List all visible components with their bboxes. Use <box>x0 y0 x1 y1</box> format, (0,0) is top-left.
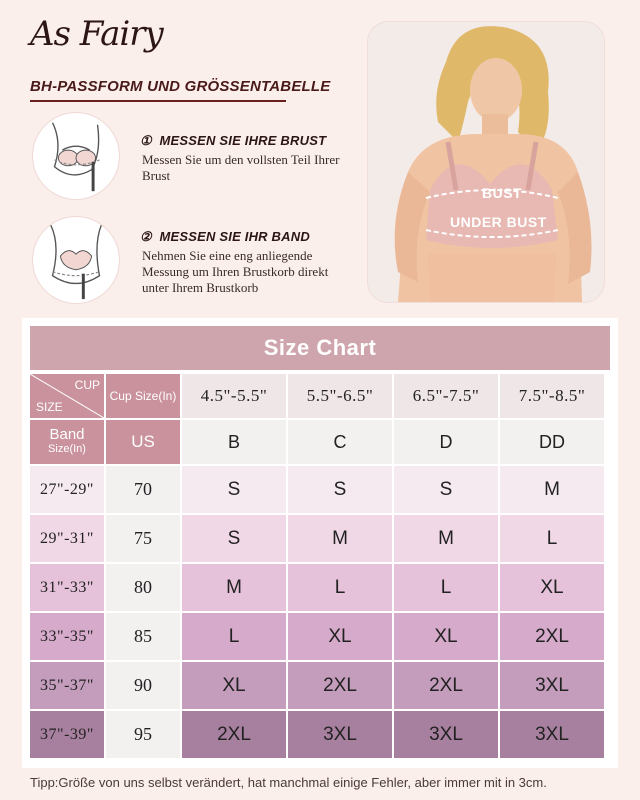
cup-letter-header: C <box>288 420 392 464</box>
size-cell: M <box>288 515 392 562</box>
page-heading: BH-PASSFORM UND GRÖSSENTABELLE <box>30 78 331 95</box>
step-2-description: Nehmen Sie eine eng anliegende Messung um Ihren Brustkorb direkt unter Ihrem Brustkorb <box>142 248 329 295</box>
band-header-label: Band <box>49 426 85 443</box>
size-cell: L <box>500 515 604 562</box>
size-cell: S <box>182 466 286 513</box>
model-photo <box>368 22 604 302</box>
size-cell: 3XL <box>288 711 392 758</box>
size-cell: 3XL <box>500 662 604 709</box>
photo-label-bust: BUST <box>482 185 523 201</box>
cup-size-header: Cup Size(In) <box>106 374 180 418</box>
band-size-cell: 29"-31" <box>30 515 104 562</box>
us-size-cell: 80 <box>106 564 180 611</box>
size-cell: S <box>182 515 286 562</box>
step-1-title <box>140 133 326 149</box>
size-cell: XL <box>500 564 604 611</box>
size-cell: XL <box>182 662 286 709</box>
size-chart-title: Size Chart <box>30 326 610 370</box>
step-2-title <box>140 229 310 245</box>
cup-letter-header: DD <box>500 420 604 464</box>
step-1-number: ① <box>140 133 152 148</box>
size-cell: L <box>182 613 286 660</box>
band-header <box>30 420 104 464</box>
us-size-cell: 95 <box>106 711 180 758</box>
step-1-description: Messen Sie um den vollsten Teil Ihrer Brust <box>142 152 340 183</box>
size-cell: M <box>394 515 498 562</box>
us-header: US <box>106 420 180 464</box>
cup-range-header: 7.5"-8.5" <box>500 374 604 418</box>
size-chart <box>22 318 618 768</box>
cup-range-header: 5.5"-6.5" <box>288 374 392 418</box>
corner-cup-label: CUP <box>74 378 100 392</box>
cup-range-header: 6.5"-7.5" <box>394 374 498 418</box>
size-cell: XL <box>288 613 392 660</box>
corner-size-label: SIZE <box>36 400 63 414</box>
size-cell: 3XL <box>500 711 604 758</box>
cup-letter-header: D <box>394 420 498 464</box>
size-cell: S <box>394 466 498 513</box>
size-cell: M <box>182 564 286 611</box>
band-size-cell: 33"-35" <box>30 613 104 660</box>
brand-logo: As Fairy <box>30 14 163 54</box>
band-header-sub: Size(In) <box>48 443 86 455</box>
band-size-cell: 37"-39" <box>30 711 104 758</box>
size-cell: 2XL <box>182 711 286 758</box>
cup-range-header: 4.5"-5.5" <box>182 374 286 418</box>
step-2-title-text: MESSEN SIE IHR BAND <box>159 229 310 244</box>
size-cell: 2XL <box>288 662 392 709</box>
size-cell: XL <box>394 613 498 660</box>
photo-label-under-bust: UNDER BUST <box>450 214 547 230</box>
us-size-cell: 75 <box>106 515 180 562</box>
size-cell: L <box>288 564 392 611</box>
step-1-title-text: MESSEN SIE IHRE BRUST <box>159 133 327 148</box>
us-size-cell: 70 <box>106 466 180 513</box>
band-size-cell: 35"-37" <box>30 662 104 709</box>
bust-measure-illustration <box>32 112 120 200</box>
size-cell: 2XL <box>500 613 604 660</box>
cup-letter-header: B <box>182 420 286 464</box>
size-cell: L <box>394 564 498 611</box>
fit-tip: Tipp:Größe von uns selbst verändert, hat manchmal einige Fehler, aber immer mit in 3cm. <box>30 775 547 790</box>
size-cell: S <box>288 466 392 513</box>
band-size-cell: 31"-33" <box>30 564 104 611</box>
corner-cell <box>30 374 104 418</box>
us-size-cell: 90 <box>106 662 180 709</box>
band-measure-illustration <box>32 216 120 304</box>
band-size-cell: 27"-29" <box>30 466 104 513</box>
heading-underline <box>30 100 286 102</box>
size-cell: M <box>500 466 604 513</box>
step-2-number: ② <box>140 229 152 244</box>
us-size-cell: 85 <box>106 613 180 660</box>
size-cell: 3XL <box>394 711 498 758</box>
size-cell: 2XL <box>394 662 498 709</box>
